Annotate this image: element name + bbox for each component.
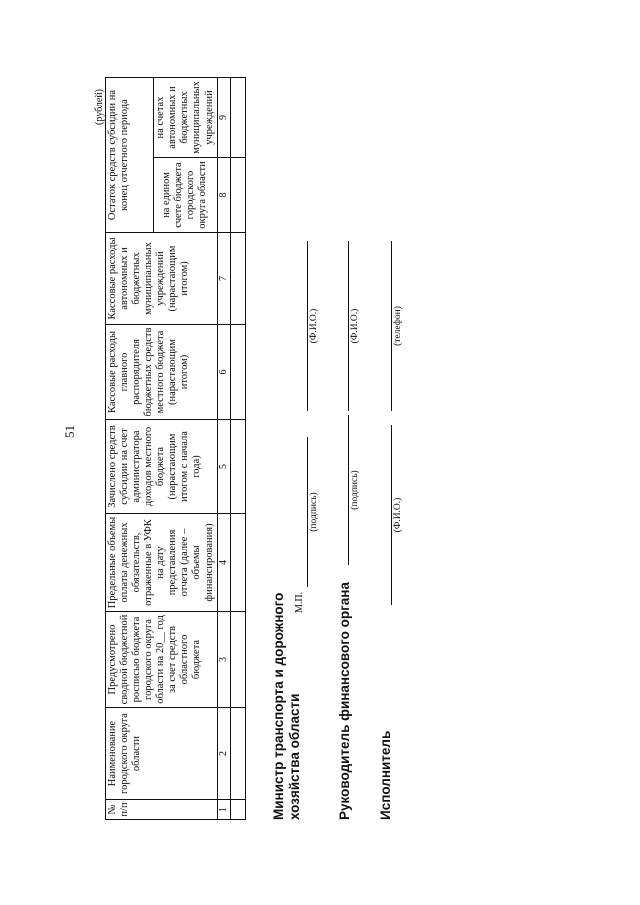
signature-caption: (подпись) [309, 492, 319, 532]
column-number: 1 [217, 800, 230, 820]
header-main-expenses: Кассовые расходы главного распорядителя бюджетных средств местного бюджета (нарастающим итогом) [106, 325, 218, 420]
name-caption: (Ф.И.О.) [350, 308, 360, 344]
column-number: 2 [217, 708, 230, 800]
column-number: 5 [217, 420, 230, 514]
column-number: 7 [217, 233, 230, 325]
units-note: (рублей) [94, 88, 105, 125]
stamp-placeholder: М.П. [294, 591, 305, 613]
signature-caption: (подпись) [350, 470, 360, 510]
column-number: 4 [217, 514, 230, 612]
name-line [307, 241, 308, 411]
column-number: 8 [217, 158, 230, 233]
phone-line [391, 241, 392, 411]
empty-data-row [230, 78, 245, 820]
finance-head-title: Руководитель финансового органа [337, 582, 352, 820]
name-line [391, 425, 392, 605]
header-balance-group: Остаток средств субсидии на конец отчетного периода [106, 78, 154, 233]
column-number: 9 [217, 78, 230, 158]
phone-caption: (телефон) [393, 306, 403, 346]
column-numbers-row [217, 78, 230, 820]
header-institution-expenses: Кассовые расходы автономных и бюджетных муниципальных учреждений (нарастающим итогом) [106, 233, 218, 325]
column-number: 6 [217, 325, 230, 420]
header-district: Наименование городского округа области [106, 708, 218, 800]
table-cell [230, 325, 245, 420]
table-cell [230, 708, 245, 800]
table-cell [230, 612, 245, 708]
table-cell [230, 233, 245, 325]
executor-title: Исполнитель [378, 730, 393, 820]
name-line [348, 241, 349, 411]
minister-title: Министр транспорта и дорожного хозяйства области [271, 592, 303, 820]
signature-line [348, 415, 349, 565]
subsidy-report-table [105, 77, 246, 820]
header-balance-institutions: на счетах автономных и бюджетных муниципальных учреждений [154, 78, 217, 158]
name-caption: (Ф.И.О.) [393, 497, 403, 533]
table-cell [230, 800, 245, 820]
header-planned: Предусмотрено сводной бюджетной росписью бюджета городского округа области на 20__ год за счет средств областного бюджета [106, 612, 218, 708]
header-num: № п/п [106, 800, 218, 820]
header-credited: Зачислено средств субсидии на счет администратора доходов местного бюджета (нарастающим итогом с начала года) [106, 420, 218, 514]
table-cell [230, 420, 245, 514]
table-cell [230, 78, 245, 158]
signature-line [307, 437, 308, 587]
header-balance-single-account: на едином счете бюджета городского округа области [154, 158, 217, 233]
table-cell [230, 514, 245, 612]
column-number: 3 [217, 612, 230, 708]
table-cell [230, 158, 245, 233]
header-limits: Предельные объемы оплаты денежных обязательств, отраженные в УФК на дату представления отчета (далее – объемы финансирования) [106, 514, 218, 612]
name-caption: (Ф.И.О.) [309, 308, 319, 344]
page-number: 51 [62, 425, 77, 438]
